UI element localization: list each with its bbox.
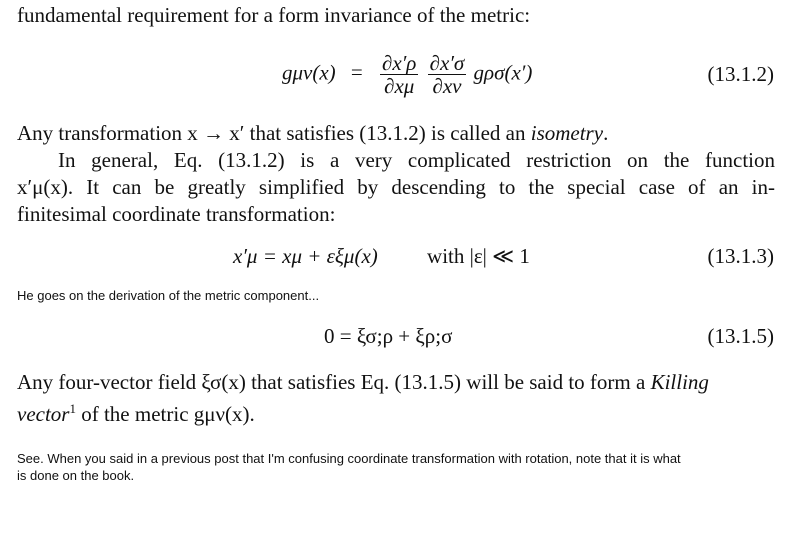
eq1-rhs-tail: gρσ(x′): [473, 60, 533, 85]
text-killing-line2: [17, 396, 255, 427]
eq1-fraction-2: [428, 52, 467, 97]
footnote-marker: 1: [69, 401, 76, 416]
eq2-with-condition: with |ε| ≪ 1: [427, 244, 530, 268]
isometry-term: isometry: [530, 121, 604, 145]
eq1-frac2-denominator: ∂xν: [432, 74, 462, 98]
killing-term: Killing: [650, 370, 709, 394]
text-para2-line3: finitesimal coordinate transformation:: [17, 202, 336, 226]
isometry-period: .: [603, 121, 609, 145]
text-killing-line1: [17, 369, 709, 395]
equation-13-1-5: 0 = ξσ;ρ + ξρ;σ: [324, 324, 453, 348]
isometry-line-text: Any transformation x → x′ that satisfies (13.1.2) is called an: [17, 121, 531, 145]
text-para2-line2: x′μ(x). It can be greatly simplified by descending to the special case of an in-: [17, 175, 775, 199]
equation-number-13-1-3: (13.1.3): [707, 244, 774, 268]
vector-term: vector: [17, 402, 70, 426]
eq2-body: x′μ = xμ + εξμ(x): [233, 244, 378, 268]
equation-13-1-3: [233, 243, 530, 269]
forum-note-derivation: He goes on the derivation of the metric component...: [17, 288, 320, 303]
text-line-isometry: [17, 120, 608, 146]
forum-note-rotation-line1: See. When you said in a previous post that I'm confusing coordinate transformation with rotation, note that it is what: [17, 451, 681, 466]
eq1-fraction-1: [380, 52, 418, 97]
text-para2-line1: In general, Eq. (13.1.2) is a very complicated restriction on the function: [58, 148, 775, 172]
equation-number-13-1-2: (13.1.2): [707, 62, 774, 86]
killing-line1-text: Any four-vector field ξσ(x) that satisfies Eq. (13.1.5) will be said to form a: [17, 370, 651, 394]
forum-note-rotation-line2: is done on the book.: [17, 468, 135, 483]
eq1-frac1-denominator: ∂xμ: [384, 74, 415, 98]
eq1-frac1-numerator: ∂x′ρ: [382, 51, 417, 75]
eq1-equals: =: [350, 60, 363, 85]
eq1-lhs: gμν(x): [282, 60, 336, 85]
text-line-top: fundamental requirement for a form invariance of the metric:: [17, 3, 531, 27]
equation-number-13-1-5: (13.1.5): [707, 324, 774, 348]
killing-line2-text: of the metric gμν(x).: [75, 402, 255, 426]
equation-13-1-2: [282, 52, 532, 97]
eq1-frac2-numerator: ∂x′σ: [429, 51, 465, 75]
